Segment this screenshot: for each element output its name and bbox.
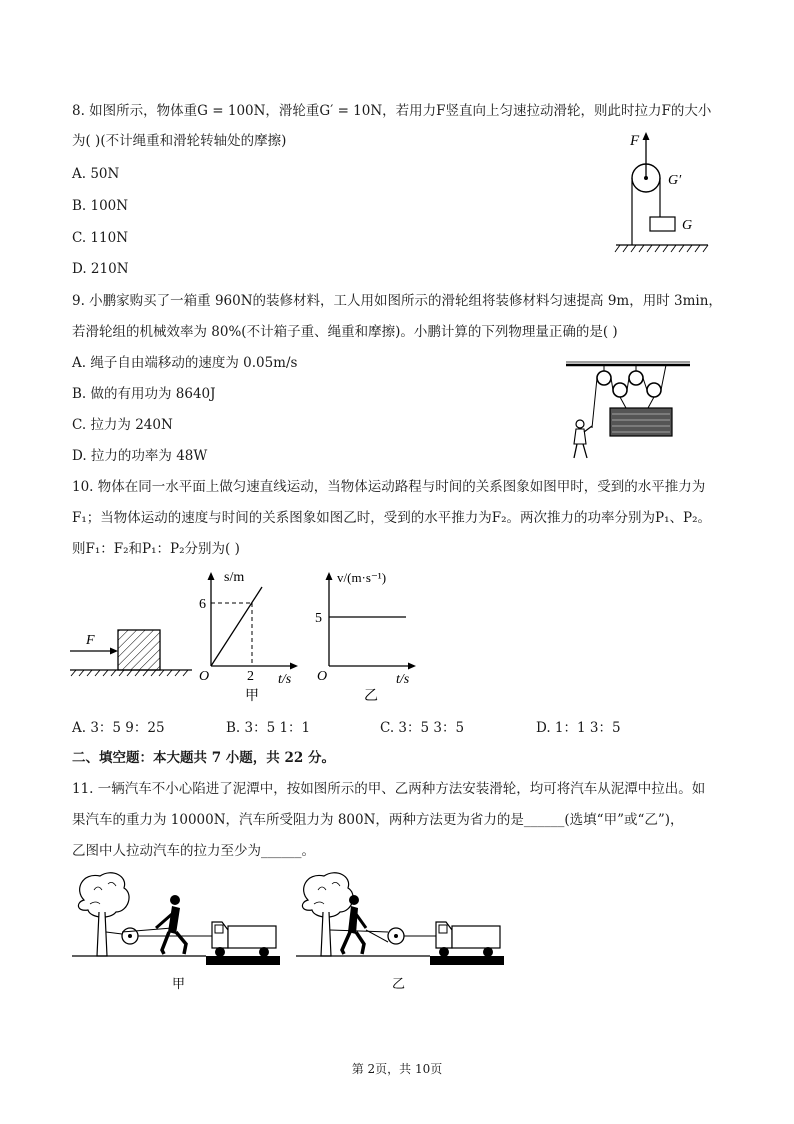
q8-option-c: C. 110N [72,230,129,246]
block-force-label: F [86,633,95,648]
object-weight-label: G [682,218,693,233]
q8-stem-line1: 8. 如图所示，物体重G = 100N，滑轮重G′ = 10N，若用力F竖直向上匀速拉动滑轮，则此时拉力F的大小 [72,103,712,119]
page-footer: 第 2页，共 10页 [351,1062,443,1076]
q8-option-d: D. 210N [72,261,129,277]
q9-pulley-block-figure [562,358,702,468]
section-title: 二、填空题：本大题共 7 小题，共 22 分。 [72,750,335,766]
q10-graph-yi [312,566,432,706]
q10-option-a: A. 3：5 9：25 [72,720,165,736]
yi-ylabel: v/(m·s⁻¹) [337,570,387,585]
q9-stem-line1: 9. 小鹏家购买了一箱重 960N的装修材料，工人用如图所示的滑轮组将装修材料匀速提高 9m，用时 3min， [72,293,722,309]
q11-caption-yi: 乙 [392,977,406,992]
q10-stem-line1: 10. 物体在同一水平面上做匀速直线运动，当物体运动路程与时间的关系图象如图甲时，受到的水平推力为 [72,479,706,495]
q9-option-c: C. 拉力为 240N [72,417,173,433]
jia-ylabel: s/m [224,570,245,585]
q10-option-d: D. 1：1 3：5 [536,720,621,736]
q11-figure-jia [72,870,282,995]
jia-xlabel: t/s [278,672,292,687]
jia-origin: O [199,669,210,684]
q10-graph-jia [196,566,306,706]
q11-stem-line2: 果汽车的重力为 10000N，汽车所受阻力为 800N，两种方法更为省力的是______(选填“甲”或“乙”)， [72,812,684,828]
jia-y-tick: 6 [199,597,206,612]
yi-caption: 乙 [364,688,378,704]
yi-origin: O [317,669,328,684]
force-label: F [630,133,640,149]
q9-option-b: B. 做的有用功为 8640J [72,386,216,402]
q11-stem-line1: 11. 一辆汽车不小心陷进了泥潭中，按如图所示的甲、乙两种方法安装滑轮，均可将汽车从泥潭中拉出。如 [72,781,706,797]
q8-stem-line2: 为( )(不计绳重和滑轮转轴处的摩擦) [72,133,287,149]
q11-figure-yi [296,870,506,995]
yi-y-tick: 5 [315,611,322,626]
q10-stem-line2: F₁；当物体运动的速度与时间的关系图象如图乙时，受到的水平推力为F₂。两次推力的功率分别为P₁、P₂。 [72,510,712,526]
jia-caption: 甲 [245,688,259,704]
q10-option-b: B. 3：5 1：1 [226,720,311,736]
q10-stem-line3: 则F₁：F₂和P₁：P₂分别为( ) [72,541,240,557]
q10-option-c: C. 3：5 3：5 [380,720,465,736]
q10-block-figure [70,620,195,680]
q9-option-a: A. 绳子自由端移动的速度为 0.05m/s [72,355,298,371]
q9-stem-line2: 若滑轮组的机械效率为 80%(不计箱子重、绳重和摩擦)。小鹏计算的下列物理量正确的是( ) [72,324,618,340]
q8-option-b: B. 100N [72,198,129,214]
jia-line [211,587,262,666]
yi-xlabel: t/s [396,672,410,687]
q9-option-d: D. 拉力的功率为 48W [72,448,208,464]
q8-pulley-figure [612,128,722,263]
q8-option-a: A. 50N [72,166,120,182]
q11-stem-line3: 乙图中人拉动汽车的拉力至少为______。 [72,843,315,859]
jia-x-tick: 2 [247,669,254,684]
pulley-weight-label: G′ [668,173,682,188]
q11-caption-jia: 甲 [172,977,186,992]
